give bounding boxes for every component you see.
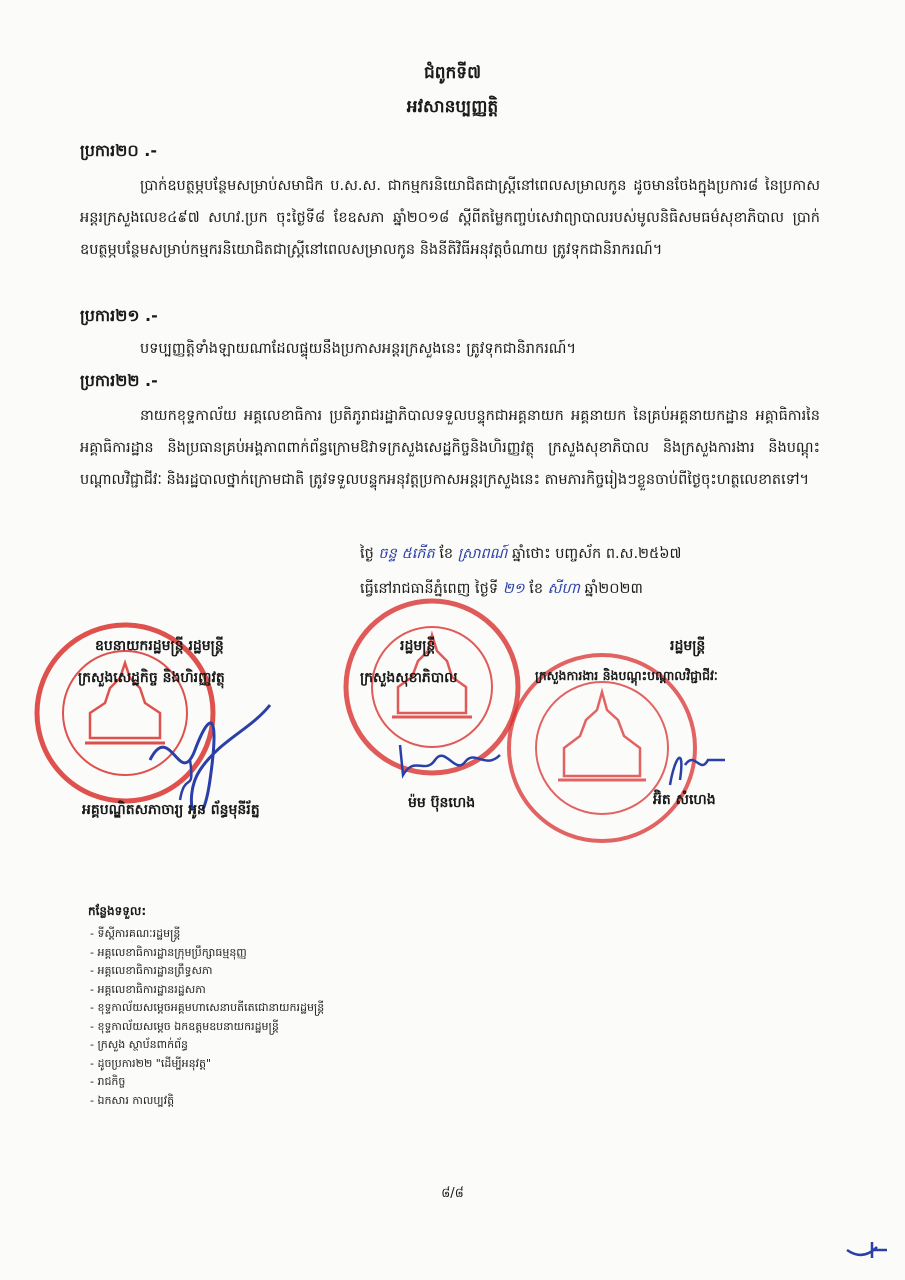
article-22-text: នាយកខុទ្ទកាល័យ អគ្គលេខាធិការ ប្រតិភូរាជរដ្ឋាភិបាលទទួលបន្ទុកជាអគ្គនាយក អគ្គនាយក នៃគ្រប់អគ្គនាយកដ្ឋាន អគ្គាធិការនៃអគ្គាធិការដ្ឋាន និងប្រធានគ្រប់អង្គភាពពាក់ព័ន្ធក្រោមឱវាទក្រសួងសេដ្ឋកិច្ចនិងហិរញ្ញវត្ថុ ក្រសួងសុខាភិបាល និងក្រសួងការងារ និងបណ្តុះបណ្តាលវិជ្ជាជីវៈ និងរដ្ឋបាលថ្នាក់ក្រោមជាតិ ត្រូវទទួលបន្ទុកអនុវត្តប្រកាសអន្តរក្រសួងនេះ តាមភារកិច្ចរៀងៗខ្លួនចាប់ពីថ្ងៃចុះហត្ថលេខាតទៅ។ (80, 408, 820, 488)
signatory-1-name: អគ្គបណ្ឌិតសភាចារ្យ អូន ព័ន្ធមុនីរ័ត្ន (82, 802, 260, 818)
signatory-3-ministry: ក្រសួងការងារ និងបណ្តុះបណ្តាលវិជ្ជាជីវៈ (535, 668, 718, 683)
signature-1 (140, 700, 280, 810)
solar-month-prefix: ខែ (529, 581, 544, 597)
solar-month-handwritten: សីហា (547, 581, 580, 597)
article-21-text: បទប្បញ្ញត្តិទាំងឡាយណាដែលផ្ទុយនឹងប្រកាសអន្តរក្រសួងនេះ ត្រូវទុកជានិរាករណ៍។ (140, 341, 577, 357)
recipients-list (90, 925, 324, 1110)
chapter-number: ជំពូកទី៧ (423, 63, 482, 83)
lunar-month-handwritten: ស្រាពណ៍ (457, 546, 508, 562)
recipient-item: - ខុទ្ទកាល័យសម្តេចអគ្គមហាសេនាបតីតេជោនាយករដ្ឋមន្ត្រី (90, 999, 324, 1018)
article-20-text: ប្រាក់ឧបត្ថម្ភបន្ថែមសម្រាប់សមាជិក ប.ស.ស. ជាកម្មករនិយោជិតជាស្ត្រីនៅពេលសម្រាលកូន ដូចមានចែងក្នុងប្រការ៨ នៃប្រកាសអន្តរក្រសួងលេខ៤៩៧ សហវ.ប្រក ចុះថ្ងៃទី៨ ខែឧសភា ឆ្នាំ២០១៨ ស្តីពីតម្លៃកញ្ចប់សេវាព្យាបាលរបស់មូលនិធិសមធម៌សុខាភិបាល ប្រាក់ឧបត្ថម្ភបន្ថែមសម្រាប់កម្មករនិយោជិតជាស្ត្រីនៅពេលសម្រាលកូន និងនីតិវិធីអនុវត្តចំណាយ ត្រូវទុកជានិរាករណ៍។ (80, 178, 820, 258)
signatory-1-ministry: ក្រសួងសេដ្ឋកិច្ច និងហិរញ្ញវត្ថុ (78, 670, 225, 686)
chapter-title: អវសានប្បញ្ញត្តិ (406, 97, 499, 117)
lunar-prefix: ថ្ងៃ (360, 546, 374, 562)
article-22-title: ប្រការ២២ .- (80, 371, 158, 390)
recipient-item: - អគ្គលេខាធិការដ្ឋានក្រុមប្រឹក្សាធម្មនុញ្ញ (90, 944, 324, 963)
recipient-item: - អគ្គលេខាធិការដ្ឋានព្រឹទ្ធសភា (90, 962, 324, 981)
page-number: ៨/៨ (441, 1186, 464, 1201)
signatory-2-ministry: ក្រសួងសុខាភិបាល (360, 670, 458, 686)
solar-day-handwritten: ២១ (502, 581, 525, 597)
signature-3 (660, 735, 730, 795)
lunar-month-prefix: ខែ (439, 546, 454, 562)
article-21-title: ប្រការ២១ .- (80, 306, 158, 325)
lunar-date-line (360, 545, 681, 566)
place-prefix: ធ្វើនៅរាជធានីភ្នំពេញ ថ្ងៃទី (360, 581, 499, 597)
recipient-item: - អគ្គលេខាធិការដ្ឋានរដ្ឋសភា (90, 981, 324, 1000)
recipients-heading: កន្លែងទទួល: (88, 904, 147, 918)
signatory-3-name: អ៊ិត សំហេង (653, 792, 716, 808)
recipient-item: - ខុទ្ទកាល័យសម្តេច ឯកឧត្តមឧបនាយករដ្ឋមន្ត្រី (90, 1018, 324, 1037)
recipient-item: - ទីស្តីការគណៈរដ្ឋមន្ត្រី (90, 925, 324, 944)
signatory-2-title: រដ្ឋមន្ត្រី (400, 638, 436, 654)
initial-mark (842, 1232, 892, 1262)
solar-year: ឆ្នាំ២០២៣ (584, 581, 643, 597)
signatory-2-name: ម៉ម ប៊ុនហេង (408, 795, 476, 811)
lunar-day-handwritten: ចន្ទ ៥កើត (378, 546, 435, 562)
signatory-1-title: ឧបនាយករដ្ឋមន្ត្រី រដ្ឋមន្ត្រី (95, 638, 224, 654)
recipient-item: - ដូចប្រការ២២ "ដើម្បីអនុវត្ត" (90, 1055, 324, 1074)
recipient-item: - ក្រសួង ស្ថាប័នពាក់ព័ន្ធ (90, 1036, 324, 1055)
lunar-year: ឆ្នាំថោះ បញ្ចស័ក ព.ស.២៥៦៧ (512, 546, 682, 562)
recipient-item: - រាជកិច្ច (90, 1073, 324, 1092)
signature-2 (395, 740, 505, 785)
signatory-3-title: រដ្ឋមន្ត្រី (670, 638, 706, 654)
recipient-item: - ឯកសារ កាលប្បវត្តិ (90, 1092, 324, 1111)
article-20-title: ប្រការ២០ .- (80, 141, 157, 160)
